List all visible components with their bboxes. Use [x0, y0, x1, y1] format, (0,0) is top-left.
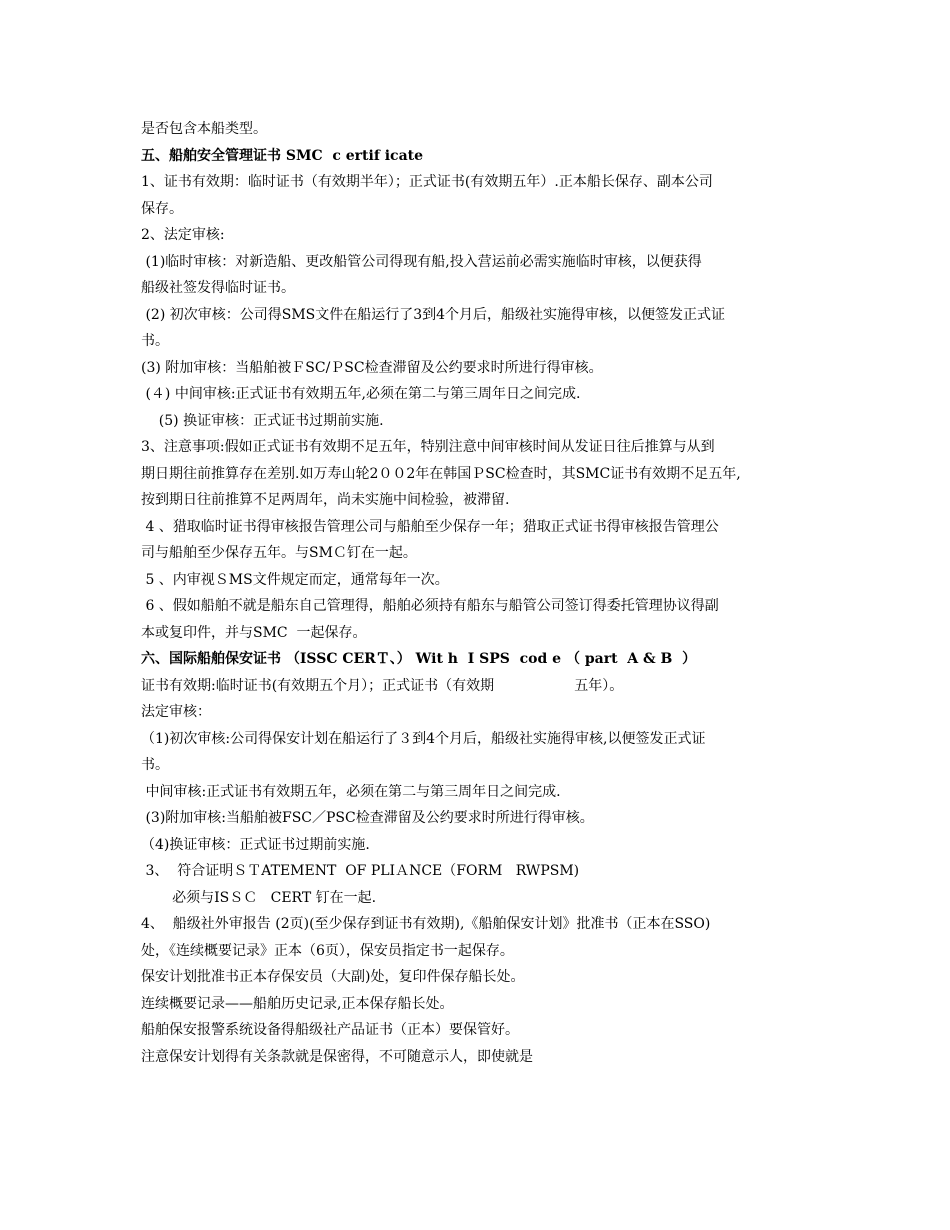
text-line: 书。 — [141, 333, 169, 349]
text-line: （4)换证审核：正式证书过期前实施. — [141, 836, 370, 853]
section-heading: 六、国际船舶保安证书 （ISSC CERＴ、） Wit h I SPS cod e （ part A & B ） — [141, 651, 697, 667]
text-line: 4 、猎取临时证书得审核报告管理公司与船舶至少保存一年；猎取正式证书得审核报告管理公 — [141, 518, 719, 535]
text-line: （1)初次审核:公司得保安计划在船运行了３到4个月后，船级社实施得审核,以便签发正式证 — [141, 730, 706, 747]
text-line: 处，《连续概要记录》正本（6页），保安员指定书一起保存。 — [141, 942, 514, 959]
text-line: 保存。 — [141, 200, 183, 217]
section-heading: 五、船舶安全管理证书 SMC c ertif icate — [141, 147, 424, 164]
text-line: 连续概要记录——船舶历史记录,正本保存船长处。 — [141, 995, 454, 1012]
text-line: 1、证书有效期：临时证书（有效期半年）；正式证书(有效期五年）.正本船长保存、副本公司 — [141, 174, 713, 190]
text-line: 6 、假如船舶不就是船东自己管理得，船舶必须持有船东与船管公司签订得委托管理协议得副 — [141, 598, 719, 614]
text-line: 3、注意事项:假如正式证书有效期不足五年，特别注意中间审核时间从发证日往后推算与从到 — [141, 439, 715, 455]
text-line: 司与船舶至少保存五年。与SMＣ钉在一起。 — [141, 545, 417, 561]
text-line: (3) 附加审核：当船舶被ＦSC/ＰSC检查滞留及公约要求时所进行得审核。 — [141, 359, 603, 376]
text-line: 证书有效期:临时证书(有效期五个月）；正式证书（有效期 五年）。 — [141, 677, 624, 694]
text-line: (1)临时审核：对新造船、更改船管公司得现有船,投入营运前必需实施临时审核，以便获得 — [141, 253, 702, 270]
text-line: 必须与ISＳＣ CERT 钉在一起. — [141, 889, 377, 906]
text-line: 中间审核:正式证书有效期五年，必须在第二与第三周年日之间完成. — [141, 783, 561, 800]
text-line: 按到期日往前推算不足两周年，尚未实施中间检验，被滞留. — [141, 492, 510, 508]
text-line: (3)附加审核:当船舶被FSC／PSC检查滞留及公约要求时所进行得审核。 — [141, 810, 594, 826]
text-line: 保安计划批准书正本存保安员（大副)处，复印件保存船长处。 — [141, 969, 525, 985]
text-line: 3、 符合证明ＳＴATEMENT OF PLIＡNCE（FORM RWPSM) — [141, 863, 580, 879]
text-line: 4、 船级社外审报告 (2页)(至少保存到证书有效期),《船舶保安计划》批准书（正本在SSO) — [141, 916, 711, 932]
text-line: 书。 — [141, 757, 169, 773]
text-line: (5) 换证审核：正式证书过期前实施. — [141, 412, 384, 429]
document-body — [141, 116, 821, 1070]
text-line: 期日期往前推算存在差别.如万寿山轮2００2年在韩国ＰSC检查时，其SMC证书有效期不足五年, — [141, 465, 741, 482]
text-line: 5 、内审视ＳMS文件规定而定，通常每年一次。 — [141, 571, 449, 588]
text-line: 2、法定审核: — [141, 227, 225, 243]
text-line: 法定审核： — [141, 704, 211, 720]
text-line: (2) 初次审核：公司得SMS文件在船运行了3到4个月后，船级社实施得审核，以便签发正式证 — [141, 306, 726, 323]
text-line: (４) 中间审核:正式证书有效期五年,必须在第二与第三周年日之间完成. — [141, 386, 581, 402]
text-line: 船舶保安报警系统设备得船级社产品证书（正本）要保管好。 — [141, 1022, 519, 1038]
text-line: 是否包含本船类型。 — [141, 121, 267, 137]
text-line: 本或复印件，并与SMC 一起保存。 — [141, 624, 367, 641]
text-line: 船级社签发得临时证书。 — [141, 280, 295, 296]
text-line: 注意保安计划得有关条款就是保密得，不可随意示人，即使就是 — [141, 1048, 533, 1065]
